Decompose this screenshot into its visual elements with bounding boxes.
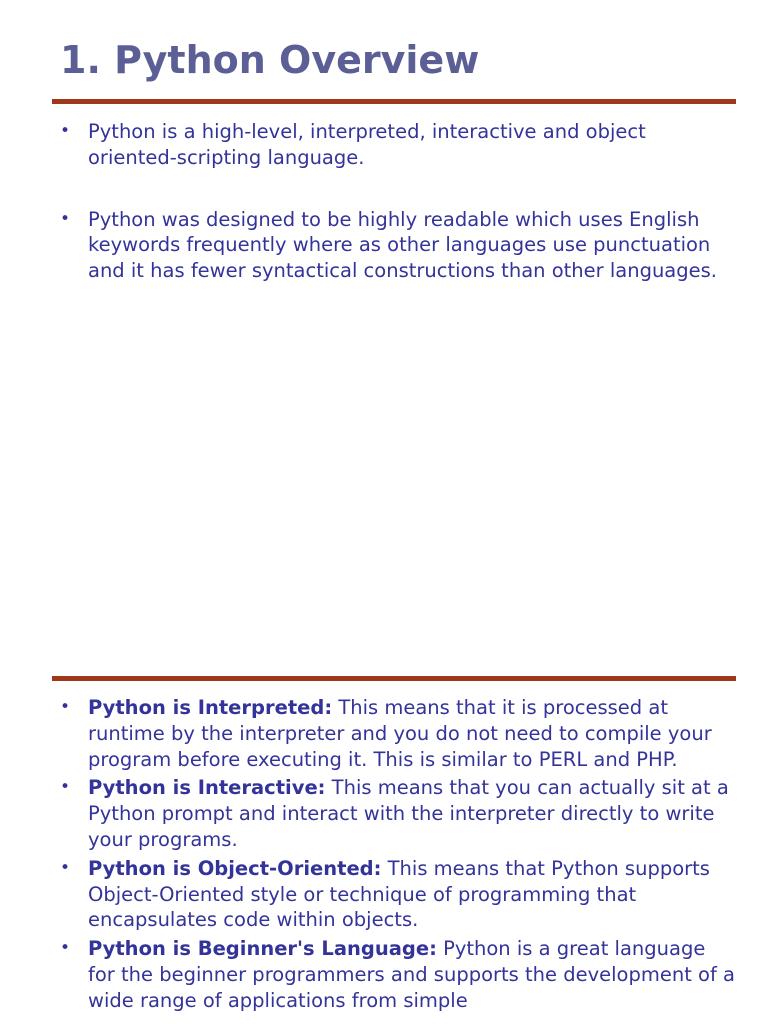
bullet-text: This means that you can actually sit at a Python prompt and interact with the interpreter directly to write your programs. [88, 776, 729, 851]
bullet-icon: • [60, 121, 71, 141]
feature-bullet-list [60, 695, 736, 1014]
list-item [60, 856, 736, 933]
bullet-term: Python is Beginner's Language: [88, 937, 437, 961]
bullet-icon: • [60, 777, 71, 798]
bullet-icon: • [60, 938, 71, 959]
bullet-icon: • [60, 208, 71, 229]
bullet-term: Python is Object-Oriented: [88, 856, 382, 880]
title-divider [52, 99, 736, 104]
intro-bullet-list [60, 119, 736, 284]
bullet-text: Python is a great language for the beginner programmers and supports the development of a wide range of applications from simple [88, 937, 736, 1012]
list-item [60, 119, 736, 171]
bullet-term: Python is Interactive: [88, 776, 326, 800]
section-divider [52, 676, 736, 681]
page-title: 1. Python Overview [60, 38, 480, 82]
bullet-icon: • [60, 857, 71, 878]
list-item [60, 936, 736, 1013]
list-item [60, 207, 736, 284]
bullet-text: This means that it is processed at runtime by the interpreter and you do not need to compile your program before executing it. This is similar to PERL and PHP. [88, 696, 712, 771]
bullet-icon: • [60, 697, 71, 717]
bullet-text: Python is a high-level, interpreted, interactive and object oriented-scripting language. [88, 120, 646, 169]
bullet-term: Python is Interpreted: [88, 696, 333, 719]
bullet-text: Python was designed to be highly readable which uses English keywords frequently where as other languages use punctuation and it has fewer syntactical constructions than other languages. [88, 207, 717, 283]
list-item [60, 775, 736, 852]
list-item [60, 695, 736, 772]
bullet-text: This means that Python supports Object-Oriented style or technique of programming that encapsulates code within objects. [88, 856, 710, 932]
